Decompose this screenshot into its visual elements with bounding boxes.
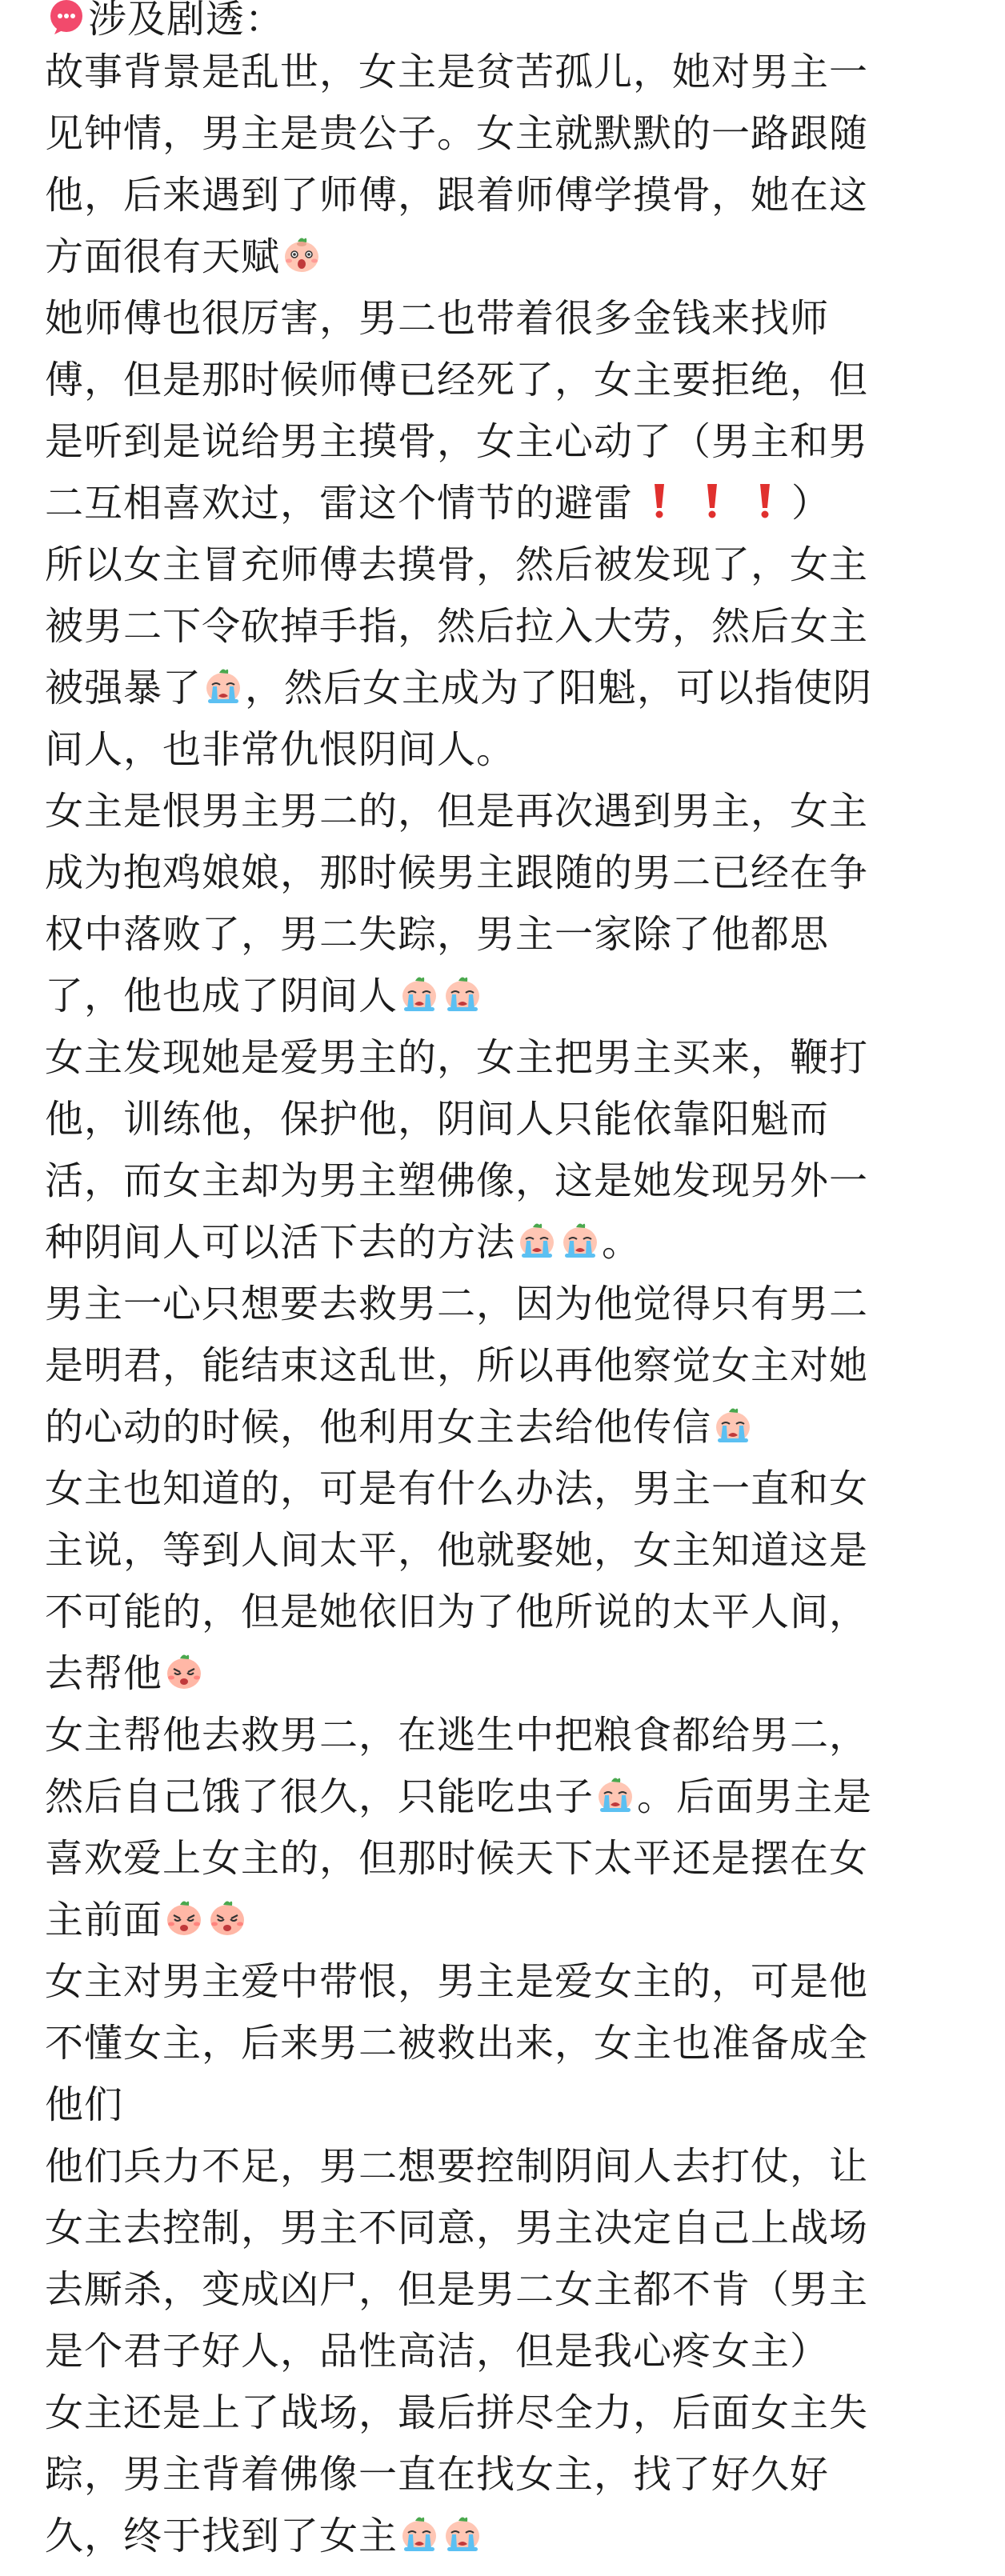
text-line	[45, 1520, 973, 1582]
text-segment: 见钟情，男主是贵公子。女主就默默的一路跟随	[45, 111, 869, 156]
text-line	[45, 288, 973, 350]
text-segment: 女主去控制，男主不同意，男主决定自己上战场	[45, 2206, 869, 2250]
text-line	[45, 350, 973, 411]
crying-face-icon	[595, 1774, 635, 1814]
text-segment: 他，训练他，保护他，阴间人只能依靠阳魁而	[45, 1097, 830, 1142]
text-line	[45, 596, 973, 658]
text-segment: 女主还是上了战场，最后拼尽全力，后面女主失	[45, 2390, 869, 2435]
text-segment: 他，后来遇到了师傅，跟着师傅学摸骨，她在这	[45, 173, 869, 218]
text-line	[45, 226, 973, 288]
text-segment: 他们	[45, 2082, 124, 2127]
crying-face-icon	[713, 1405, 753, 1445]
exclamation-icon	[647, 481, 671, 521]
text-line	[45, 1951, 973, 2013]
crying-face-icon	[399, 974, 439, 1014]
text-line	[45, 165, 973, 226]
crying-face-icon	[442, 974, 482, 1014]
text-segment: 间人，也非常仇恨阴间人。	[45, 727, 516, 772]
text-line	[45, 1828, 973, 1890]
text-segment: 了，他也成了阴间人	[45, 974, 398, 1018]
text-line	[45, 966, 973, 1027]
text-segment: 不可能的，但是她依旧为了他所说的太平人间，	[45, 1590, 869, 1634]
sad-face-icon	[164, 1651, 204, 1691]
text-line	[45, 2013, 973, 2074]
text-line	[45, 1335, 973, 1397]
text-line	[45, 0, 973, 42]
text-segment: 去厮杀，变成凶尸，但是男二女主都不肯（男主	[45, 2267, 869, 2312]
text-line	[45, 2259, 973, 2321]
text-line	[45, 2074, 973, 2136]
text-line	[45, 1027, 973, 1089]
text-line	[45, 473, 973, 534]
text-segment: 女主是恨男主男二的，但是再次遇到男主，女主	[45, 789, 869, 834]
text-segment: 权中落败了，男二失踪，男主一家除了他都思	[45, 912, 830, 957]
speech-bubble-icon	[46, 0, 86, 37]
text-line	[45, 1766, 973, 1828]
text-segment: 踪，男主背着佛像一直在找女主，找了好久好	[45, 2452, 830, 2497]
text-segment: 被强暴了	[45, 666, 202, 710]
text-line	[45, 103, 973, 165]
text-segment: 女主对男主爱中带恨，男主是爱女主的，可是他	[45, 1959, 869, 2004]
text-segment: 是明君，能结束这乱世，所以再他察觉女主对她	[45, 1343, 869, 1388]
sad-face-icon	[164, 1898, 204, 1938]
text-line	[45, 2321, 973, 2382]
text-line	[45, 1890, 973, 1951]
text-segment: 去帮他	[45, 1651, 163, 1696]
text-segment: ）	[791, 481, 831, 526]
text-line	[45, 1212, 973, 1274]
crying-face-icon	[399, 2514, 439, 2554]
text-line	[45, 1274, 973, 1335]
text-line	[45, 904, 973, 966]
text-line	[45, 411, 973, 473]
text-segment: 成为抱鸡娘娘，那时候男主跟随的男二已经在争	[45, 850, 869, 895]
text-segment: 种阴间人可以活下去的方法	[45, 1220, 516, 1265]
text-segment: 主说，等到人间太平，他就娶她，女主知道这是	[45, 1528, 869, 1573]
text-line	[45, 842, 973, 904]
text-segment: 故事背景是乱世，女主是贫苦孤儿，她对男主一	[45, 50, 869, 94]
text-segment: 傅，但是那时候师傅已经死了，女主要拒绝，但	[45, 358, 869, 402]
text-line	[45, 2136, 973, 2198]
text-line	[45, 2198, 973, 2259]
text-segment: 喜欢爱上女主的，但那时候天下太平还是摆在女	[45, 1836, 869, 1881]
text-line	[45, 1705, 973, 1766]
crying-face-icon	[517, 1220, 557, 1260]
text-line	[45, 2444, 973, 2506]
text-segment: 然后自己饿了很久，只能吃虫子	[45, 1774, 595, 1819]
text-line	[45, 1150, 973, 1212]
text-segment: 的心动的时候，他利用女主去给他传信	[45, 1405, 712, 1450]
text-line	[45, 1458, 973, 1520]
text-segment: 他们兵力不足，男二想要控制阴间人去打仗，让	[45, 2144, 869, 2189]
text-segment: 方面很有天赋	[45, 234, 281, 279]
text-line	[45, 1089, 973, 1150]
text-segment: 。后面男主是	[637, 1774, 873, 1819]
crying-face-icon	[203, 666, 243, 706]
text-segment: 二互相喜欢过，雷这个情节的避雷	[45, 481, 634, 526]
text-line	[45, 719, 973, 781]
text-segment: 女主帮他去救男二，在逃生中把粮食都给男二，	[45, 1713, 869, 1758]
text-segment: 主前面	[45, 1898, 163, 1942]
text-segment: 不懂女主，后来男二被救出来，女主也准备成全	[45, 2021, 869, 2066]
text-segment: 久，终于找到了女主	[45, 2514, 398, 2558]
text-segment: 她师傅也很厉害，男二也带着很多金钱来找师	[45, 296, 830, 341]
text-segment: 涉及剧透：	[88, 0, 285, 42]
text-line	[45, 1643, 973, 1705]
text-line	[45, 534, 973, 596]
text-line	[45, 2506, 973, 2567]
text-line	[45, 42, 973, 103]
text-segment: 女主也知道的，可是有什么办法，男主一直和女	[45, 1466, 869, 1511]
exclamation-icon	[700, 481, 724, 521]
crying-face-icon	[560, 1220, 600, 1260]
text-line	[45, 2382, 973, 2444]
text-segment: 。	[602, 1220, 642, 1265]
text-line	[45, 781, 973, 842]
text-segment: ，然后女主成为了阳魁，可以指使阴	[245, 666, 873, 710]
text-segment: 是个君子好人，品性高洁，但是我心疼女主）	[45, 2329, 830, 2374]
text-line	[45, 658, 973, 719]
sad-face-icon	[207, 1898, 247, 1938]
text-segment: 所以女主冒充师傅去摸骨，然后被发现了，女主	[45, 542, 869, 587]
text-line	[45, 1582, 973, 1643]
text-segment: 男主一心只想要去救男二，因为他觉得只有男二	[45, 1282, 869, 1326]
shocked-face-icon	[282, 234, 322, 274]
exclamation-icon	[753, 481, 777, 521]
text-segment: 被男二下令砍掉手指，然后拉入大劳，然后女主	[45, 604, 869, 649]
text-segment: 女主发现她是爱男主的，女主把男主买来，鞭打	[45, 1035, 869, 1080]
text-line	[45, 1397, 973, 1458]
text-segment: 是听到是说给男主摸骨，女主心动了（男主和男	[45, 419, 869, 464]
text-segment: 活，而女主却为男主塑佛像，这是她发现另外一	[45, 1158, 869, 1203]
crying-face-icon	[442, 2514, 482, 2554]
